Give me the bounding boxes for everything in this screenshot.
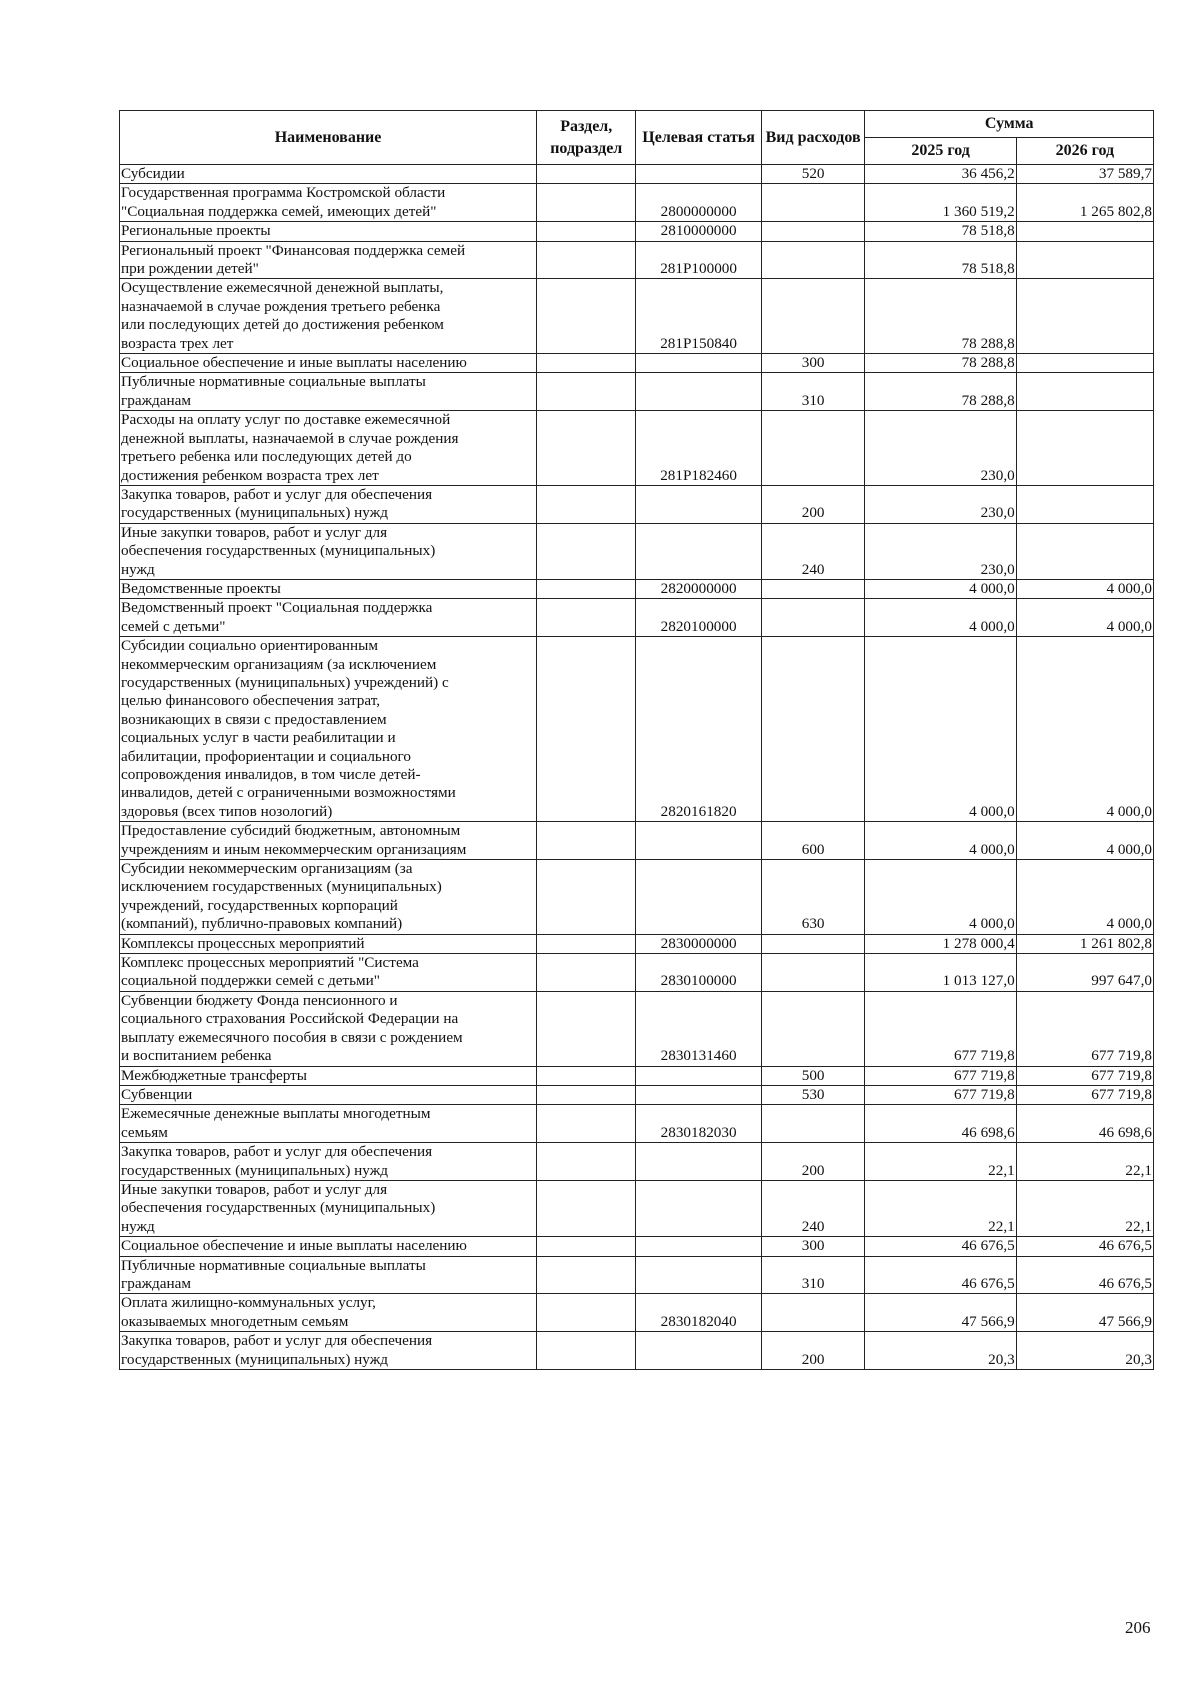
row-name: Ежемесячные денежные выплаты многодетным семьям	[120, 1105, 537, 1143]
row-sum-2025: 1 278 000,4	[865, 934, 1016, 953]
row-section	[537, 279, 636, 354]
row-section	[537, 1294, 636, 1332]
row-expense-kind	[761, 599, 865, 637]
table-body	[120, 165, 1154, 1370]
row-name: Субсидии социально ориентированным некоммерческим организациям (за исключением государственных (муниципальных) учреждений) с целью финансового обеспечения затрат, возникающих в связи с предоставлением социальных услуг в части реабилитации и абилитации, профориентации и социального сопровождения инвалидов, в том числе детей- инвалидов, детей с ограниченными возможностями здоровья (всех типов нозологий)	[120, 637, 537, 822]
row-target-code	[636, 523, 761, 579]
row-expense-kind: 310	[761, 1256, 865, 1294]
row-name: Субвенции	[120, 1085, 537, 1104]
row-sum-2025: 4 000,0	[865, 579, 1016, 598]
table-row	[120, 1105, 1154, 1143]
row-name: Предоставление субсидий бюджетным, автономным учреждениям и иным некоммерческим организациям	[120, 822, 537, 860]
row-name: Ведомственные проекты	[120, 579, 537, 598]
row-section	[537, 934, 636, 953]
row-sum-2026	[1016, 523, 1153, 579]
table-row	[120, 1332, 1154, 1370]
table-header	[120, 111, 1154, 165]
row-name: Социальное обеспечение и иные выплаты населению	[120, 354, 537, 373]
header-target: Целевая статья	[636, 111, 761, 165]
row-expense-kind: 240	[761, 523, 865, 579]
row-name: Публичные нормативные социальные выплаты гражданам	[120, 373, 537, 411]
table-row	[120, 954, 1154, 992]
row-section	[537, 579, 636, 598]
row-sum-2026: 677 719,8	[1016, 991, 1153, 1066]
row-sum-2025: 22,1	[865, 1143, 1016, 1181]
row-sum-2025: 47 566,9	[865, 1294, 1016, 1332]
row-expense-kind	[761, 579, 865, 598]
row-sum-2026	[1016, 241, 1153, 279]
row-expense-kind: 300	[761, 354, 865, 373]
row-sum-2025: 78 288,8	[865, 354, 1016, 373]
row-section	[537, 1066, 636, 1085]
row-name: Социальное обеспечение и иные выплаты населению	[120, 1237, 537, 1256]
row-sum-2026	[1016, 279, 1153, 354]
header-section: Раздел, подраздел	[537, 111, 636, 165]
row-expense-kind: 240	[761, 1180, 865, 1236]
page-number: 206	[1125, 1618, 1151, 1637]
row-expense-kind: 630	[761, 860, 865, 935]
row-expense-kind: 600	[761, 822, 865, 860]
table-row	[120, 222, 1154, 241]
table-row	[120, 860, 1154, 935]
table-row	[120, 1085, 1154, 1104]
row-name: Публичные нормативные социальные выплаты гражданам	[120, 1256, 537, 1294]
row-section	[537, 860, 636, 935]
row-section	[537, 411, 636, 486]
table-row	[120, 934, 1154, 953]
row-target-code	[636, 485, 761, 523]
row-section	[537, 599, 636, 637]
row-sum-2025: 4 000,0	[865, 599, 1016, 637]
row-name: Региональные проекты	[120, 222, 537, 241]
row-target-code: 2820100000	[636, 599, 761, 637]
row-target-code	[636, 1237, 761, 1256]
row-sum-2026: 1 265 802,8	[1016, 184, 1153, 222]
row-name: Закупка товаров, работ и услуг для обеспечения государственных (муниципальных) нужд	[120, 1332, 537, 1370]
row-sum-2025: 78 518,8	[865, 222, 1016, 241]
row-section	[537, 1180, 636, 1236]
row-sum-2026: 22,1	[1016, 1143, 1153, 1181]
row-name: Субсидии некоммерческим организациям (за исключением государственных (муниципальных) учреждений, государственных корпораций (компаний), публично-правовых компаний)	[120, 860, 537, 935]
row-expense-kind	[761, 184, 865, 222]
row-expense-kind	[761, 222, 865, 241]
row-target-code	[636, 822, 761, 860]
row-expense-kind	[761, 279, 865, 354]
table-row	[120, 1237, 1154, 1256]
row-section	[537, 1332, 636, 1370]
row-target-code	[636, 165, 761, 184]
header-kind: Вид расходов	[761, 111, 865, 165]
row-target-code: 2830182030	[636, 1105, 761, 1143]
header-name: Наименование	[120, 111, 537, 165]
budget-table	[119, 110, 1154, 1370]
header-year-2026: 2026 год	[1016, 138, 1153, 165]
table-row	[120, 822, 1154, 860]
row-sum-2026: 4 000,0	[1016, 637, 1153, 822]
row-expense-kind: 530	[761, 1085, 865, 1104]
row-section	[537, 241, 636, 279]
table-row	[120, 411, 1154, 486]
row-sum-2025: 4 000,0	[865, 860, 1016, 935]
row-sum-2026: 46 698,6	[1016, 1105, 1153, 1143]
row-sum-2026: 4 000,0	[1016, 599, 1153, 637]
row-sum-2026: 22,1	[1016, 1180, 1153, 1236]
row-target-code: 2830131460	[636, 991, 761, 1066]
row-name: Субвенции бюджету Фонда пенсионного и социального страхования Российской Федерации на выплату ежемесячного пособия в связи с рождением и воспитанием ребенка	[120, 991, 537, 1066]
header-sum: Сумма	[865, 111, 1154, 138]
row-name: Региональный проект "Финансовая поддержка семей при рождении детей"	[120, 241, 537, 279]
row-section	[537, 373, 636, 411]
row-sum-2025: 22,1	[865, 1180, 1016, 1236]
row-sum-2026: 677 719,8	[1016, 1066, 1153, 1085]
row-sum-2025: 46 698,6	[865, 1105, 1016, 1143]
row-expense-kind: 200	[761, 1143, 865, 1181]
table-row	[120, 1180, 1154, 1236]
row-target-code	[636, 1066, 761, 1085]
row-name: Комплексы процессных мероприятий	[120, 934, 537, 953]
row-sum-2025: 4 000,0	[865, 822, 1016, 860]
row-expense-kind: 200	[761, 485, 865, 523]
row-sum-2026	[1016, 485, 1153, 523]
row-sum-2025: 36 456,2	[865, 165, 1016, 184]
row-section	[537, 165, 636, 184]
row-target-code: 281P150840	[636, 279, 761, 354]
row-sum-2026	[1016, 373, 1153, 411]
row-section	[537, 637, 636, 822]
row-section	[537, 1105, 636, 1143]
table-row	[120, 991, 1154, 1066]
row-target-code: 2820161820	[636, 637, 761, 822]
row-section	[537, 1256, 636, 1294]
row-expense-kind	[761, 934, 865, 953]
row-name: Осуществление ежемесячной денежной выплаты, назначаемой в случае рождения третьего ребенка или последующих детей до достижения ребенком возраста трех лет	[120, 279, 537, 354]
row-target-code: 2800000000	[636, 184, 761, 222]
table-row	[120, 184, 1154, 222]
row-expense-kind: 200	[761, 1332, 865, 1370]
row-target-code	[636, 1256, 761, 1294]
row-section	[537, 822, 636, 860]
row-expense-kind: 500	[761, 1066, 865, 1085]
row-section	[537, 222, 636, 241]
table-row	[120, 523, 1154, 579]
row-name: Иные закупки товаров, работ и услуг для обеспечения государственных (муниципальных) нужд	[120, 523, 537, 579]
table-row	[120, 637, 1154, 822]
table-row	[120, 599, 1154, 637]
row-name: Оплата жилищно-коммунальных услуг, оказываемых многодетным семьям	[120, 1294, 537, 1332]
row-sum-2025: 677 719,8	[865, 1085, 1016, 1104]
row-sum-2025: 4 000,0	[865, 637, 1016, 822]
row-expense-kind	[761, 637, 865, 822]
row-sum-2026: 997 647,0	[1016, 954, 1153, 992]
row-expense-kind: 520	[761, 165, 865, 184]
row-sum-2025: 1 360 519,2	[865, 184, 1016, 222]
row-sum-2025: 677 719,8	[865, 991, 1016, 1066]
row-name: Государственная программа Костромской области "Социальная поддержка семей, имеющих детей"	[120, 184, 537, 222]
row-sum-2025: 230,0	[865, 411, 1016, 486]
row-target-code: 281P182460	[636, 411, 761, 486]
row-expense-kind	[761, 954, 865, 992]
table-row	[120, 241, 1154, 279]
row-expense-kind: 310	[761, 373, 865, 411]
row-target-code: 2820000000	[636, 579, 761, 598]
row-sum-2025: 46 676,5	[865, 1237, 1016, 1256]
row-target-code: 281P100000	[636, 241, 761, 279]
row-expense-kind	[761, 411, 865, 486]
row-expense-kind	[761, 241, 865, 279]
row-sum-2025: 78 288,8	[865, 279, 1016, 354]
table-row	[120, 1294, 1154, 1332]
row-target-code: 2830000000	[636, 934, 761, 953]
row-section	[537, 1085, 636, 1104]
row-expense-kind	[761, 991, 865, 1066]
table-row	[120, 579, 1154, 598]
row-target-code	[636, 1180, 761, 1236]
row-sum-2026: 4 000,0	[1016, 822, 1153, 860]
row-sum-2025: 20,3	[865, 1332, 1016, 1370]
row-section	[537, 1237, 636, 1256]
row-sum-2026: 46 676,5	[1016, 1256, 1153, 1294]
row-section	[537, 523, 636, 579]
header-year-2025: 2025 год	[865, 138, 1016, 165]
row-sum-2026: 4 000,0	[1016, 579, 1153, 598]
row-sum-2025: 1 013 127,0	[865, 954, 1016, 992]
row-name: Закупка товаров, работ и услуг для обеспечения государственных (муниципальных) нужд	[120, 1143, 537, 1181]
row-sum-2025: 46 676,5	[865, 1256, 1016, 1294]
table-row	[120, 373, 1154, 411]
row-target-code	[636, 1332, 761, 1370]
row-section	[537, 354, 636, 373]
table-row	[120, 485, 1154, 523]
row-sum-2026: 20,3	[1016, 1332, 1153, 1370]
row-expense-kind: 300	[761, 1237, 865, 1256]
table-row	[120, 1256, 1154, 1294]
table-row	[120, 165, 1154, 184]
row-name: Ведомственный проект "Социальная поддержка семей с детьми"	[120, 599, 537, 637]
row-name: Расходы на оплату услуг по доставке ежемесячной денежной выплаты, назначаемой в случае рождения третьего ребенка или последующих детей до достижения ребенком возраста трех лет	[120, 411, 537, 486]
row-name: Субсидии	[120, 165, 537, 184]
row-sum-2025: 230,0	[865, 485, 1016, 523]
row-sum-2026: 37 589,7	[1016, 165, 1153, 184]
row-sum-2026	[1016, 354, 1153, 373]
row-section	[537, 991, 636, 1066]
row-sum-2025: 677 719,8	[865, 1066, 1016, 1085]
row-name: Закупка товаров, работ и услуг для обеспечения государственных (муниципальных) нужд	[120, 485, 537, 523]
row-section	[537, 954, 636, 992]
row-name: Межбюджетные трансферты	[120, 1066, 537, 1085]
row-sum-2026	[1016, 411, 1153, 486]
row-expense-kind	[761, 1105, 865, 1143]
row-sum-2026: 1 261 802,8	[1016, 934, 1153, 953]
row-target-code	[636, 860, 761, 935]
row-sum-2025: 78 518,8	[865, 241, 1016, 279]
table-row	[120, 1066, 1154, 1085]
row-name: Комплекс процессных мероприятий "Система социальной поддержки семей с детьми"	[120, 954, 537, 992]
row-target-code: 2830100000	[636, 954, 761, 992]
row-sum-2026: 46 676,5	[1016, 1237, 1153, 1256]
row-name: Иные закупки товаров, работ и услуг для обеспечения государственных (муниципальных) нужд	[120, 1180, 537, 1236]
row-target-code	[636, 1085, 761, 1104]
row-sum-2026: 47 566,9	[1016, 1294, 1153, 1332]
row-target-code	[636, 373, 761, 411]
row-expense-kind	[761, 1294, 865, 1332]
table-row	[120, 1143, 1154, 1181]
row-sum-2026: 4 000,0	[1016, 860, 1153, 935]
row-target-code: 2830182040	[636, 1294, 761, 1332]
row-target-code: 2810000000	[636, 222, 761, 241]
row-section	[537, 184, 636, 222]
table-row	[120, 279, 1154, 354]
row-sum-2026: 677 719,8	[1016, 1085, 1153, 1104]
row-sum-2026	[1016, 222, 1153, 241]
row-target-code	[636, 354, 761, 373]
row-sum-2025: 78 288,8	[865, 373, 1016, 411]
row-section	[537, 1143, 636, 1181]
row-sum-2025: 230,0	[865, 523, 1016, 579]
table-row	[120, 354, 1154, 373]
row-section	[537, 485, 636, 523]
row-target-code	[636, 1143, 761, 1181]
